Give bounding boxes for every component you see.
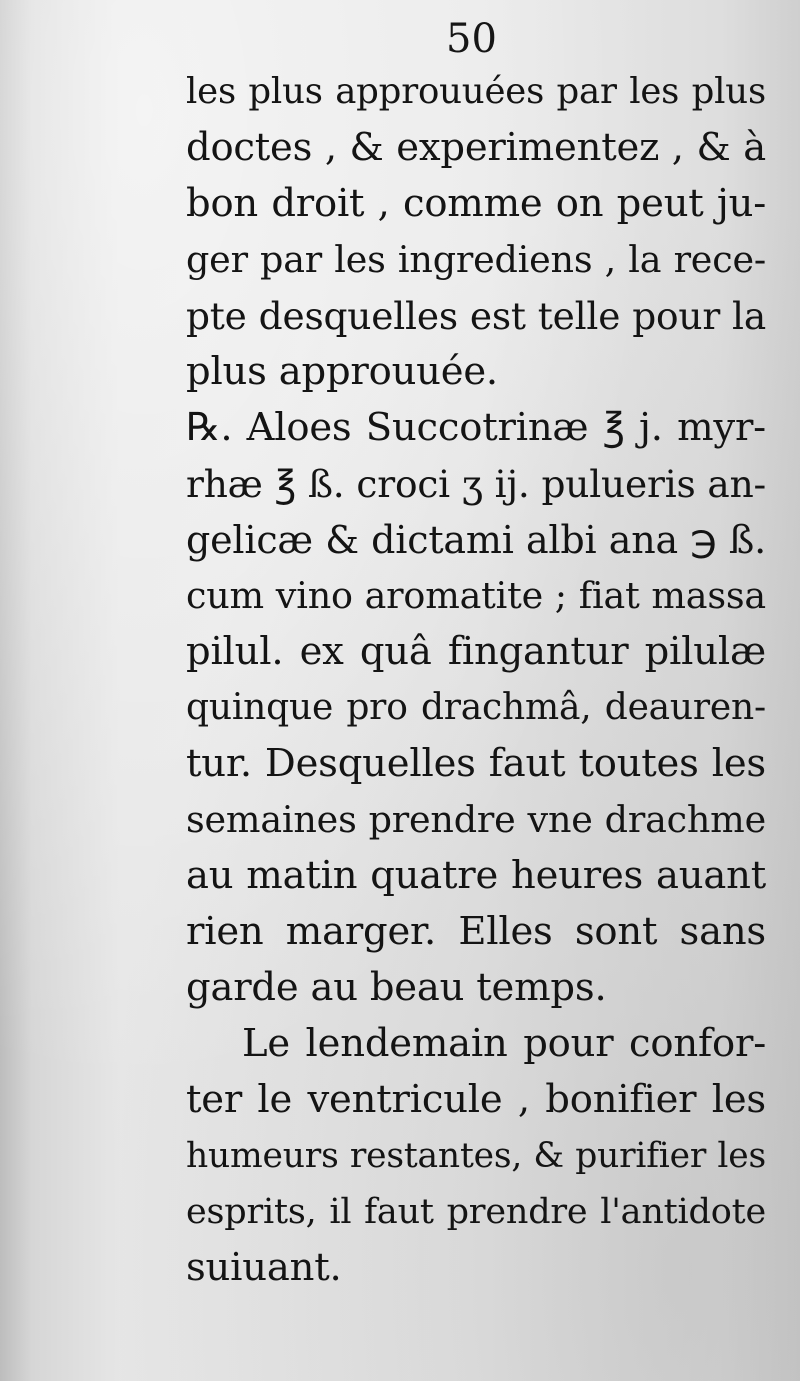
recipe-line: quinque pro drachmâ, deauren- xyxy=(186,687,766,728)
text-line: bon droit , comme on peut ju- xyxy=(186,181,766,226)
recipe-line: rhæ ℥ ß. croci ʒ ij. pulueris an- xyxy=(186,462,766,506)
text-line: pte desquelles est telle pour la xyxy=(186,294,766,338)
page-number: 50 xyxy=(446,16,497,62)
recipe-line: pilul. ex quâ fingantur pilulæ xyxy=(186,629,766,674)
recipe-line: cum vino aromatite ; fiat massa xyxy=(186,574,766,617)
text-line: garde au beau temps. xyxy=(186,965,607,1010)
text-line: rien marger. Elles sont sans xyxy=(186,909,766,954)
paragraph-start-line: Le lendemain pour confor- xyxy=(242,1021,766,1066)
text-line: ger par les ingrediens , la rece- xyxy=(186,238,766,281)
text-line: les plus approuuées par les plus xyxy=(186,71,766,112)
text-line: suiuant. xyxy=(186,1245,342,1290)
text-line: au matin quatre heures auant xyxy=(186,853,766,898)
text-line: doctes , & experimentez , & à xyxy=(186,125,766,170)
recipe-line: ℞. Aloes Succotrinæ ℥ j. myr- xyxy=(186,405,766,450)
text-line: plus approuuée. xyxy=(186,349,498,394)
text-line: tur. Desquelles faut toutes les xyxy=(186,741,766,786)
text-line: humeurs restantes, & purifier les xyxy=(186,1136,766,1176)
recipe-line: gelicæ & dictami albi ana ℈ ß. xyxy=(186,518,766,562)
text-line: esprits, il faut prendre l'antidote xyxy=(186,1192,766,1232)
text-line: semaines prendre vne drachme xyxy=(186,798,766,841)
body-text xyxy=(186,64,766,1296)
text-line: ter le ventricule , bonifier les xyxy=(186,1077,766,1122)
